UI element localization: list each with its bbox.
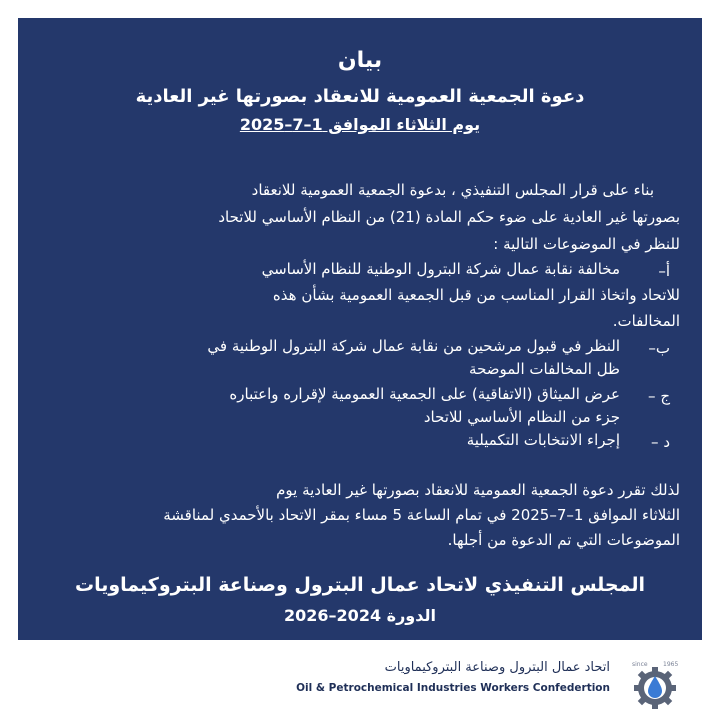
item-c-line-2: جزء من النظام الأساسي للاتحاد xyxy=(423,408,620,426)
item-c-label: ج – xyxy=(648,387,670,405)
logo-arabic-name: اتحاد عمال البترول وصناعة البتروكيماويات xyxy=(384,660,610,675)
item-d-line-1: إجراء الانتخابات التكميلية xyxy=(466,431,620,449)
council-term: الدورة 2024–2026 xyxy=(284,606,436,625)
item-b-label: ب– xyxy=(648,339,670,357)
closing-line-2: الثلاثاء الموافق 1–7–2025 في تمام الساعة 5 مساء بمقر الاتحاد بالأحمدي لمناقشة xyxy=(163,506,680,524)
item-b-line-2: ظل المخالفات الموضحة xyxy=(469,360,620,378)
item-a-line-2: للاتحاد واتخاذ القرار المناسب من قبل الجمعية العمومية بشأن هذه xyxy=(272,286,680,304)
intro-line-1: بناء على قرار المجلس التنفيذي ، بدعوة الجمعية العمومية للانعقاد xyxy=(251,181,654,199)
gear-drop-icon xyxy=(626,654,684,712)
logo-since-year: 1965 xyxy=(663,661,679,668)
item-a-label: أ– xyxy=(658,262,670,280)
item-d-label: د – xyxy=(651,433,670,451)
confederation-logo xyxy=(296,652,690,712)
intro-line-2: بصورتها غير العادية على ضوء حكم المادة (21) من النظام الأساسي للاتحاد xyxy=(218,208,680,226)
closing-line-1: لذلك تقرر دعوة الجمعية العمومية للانعقاد بصورتها غير العادية يوم xyxy=(276,481,680,499)
item-a-line-3: المخالفات. xyxy=(612,312,680,330)
logo-english-name: Oil & Petrochemical Industries Workers Confedertion xyxy=(296,682,610,694)
statement-title: بيان xyxy=(337,48,383,73)
council-signature: المجلس التنفيذي لاتحاد عمال البترول وصناعة البتروكيماويات xyxy=(74,574,646,596)
item-b-line-1: النظر في قبول مرشحين من نقابة عمال شركة البترول الوطنية في xyxy=(207,337,620,355)
logo-since-label: since xyxy=(632,661,648,668)
statement-subtitle: دعوة الجمعية العمومية للانعقاد بصورتها غير العادية xyxy=(135,86,585,107)
item-a-line-1: مخالفة نقابة عمال شركة البترول الوطنية للنظام الأساسي xyxy=(261,260,620,278)
closing-line-3: الموضوعات التي تم الدعوة من أجلها. xyxy=(447,531,680,549)
statement-date: يوم الثلاثاء الموافق 1–7–2025 xyxy=(239,115,481,134)
item-c-line-1: عرض الميثاق (الاتفاقية) على الجمعية العمومية لإقراره واعتباره xyxy=(229,385,620,403)
intro-line-3: للنظر في الموضوعات التالية : xyxy=(493,235,680,253)
